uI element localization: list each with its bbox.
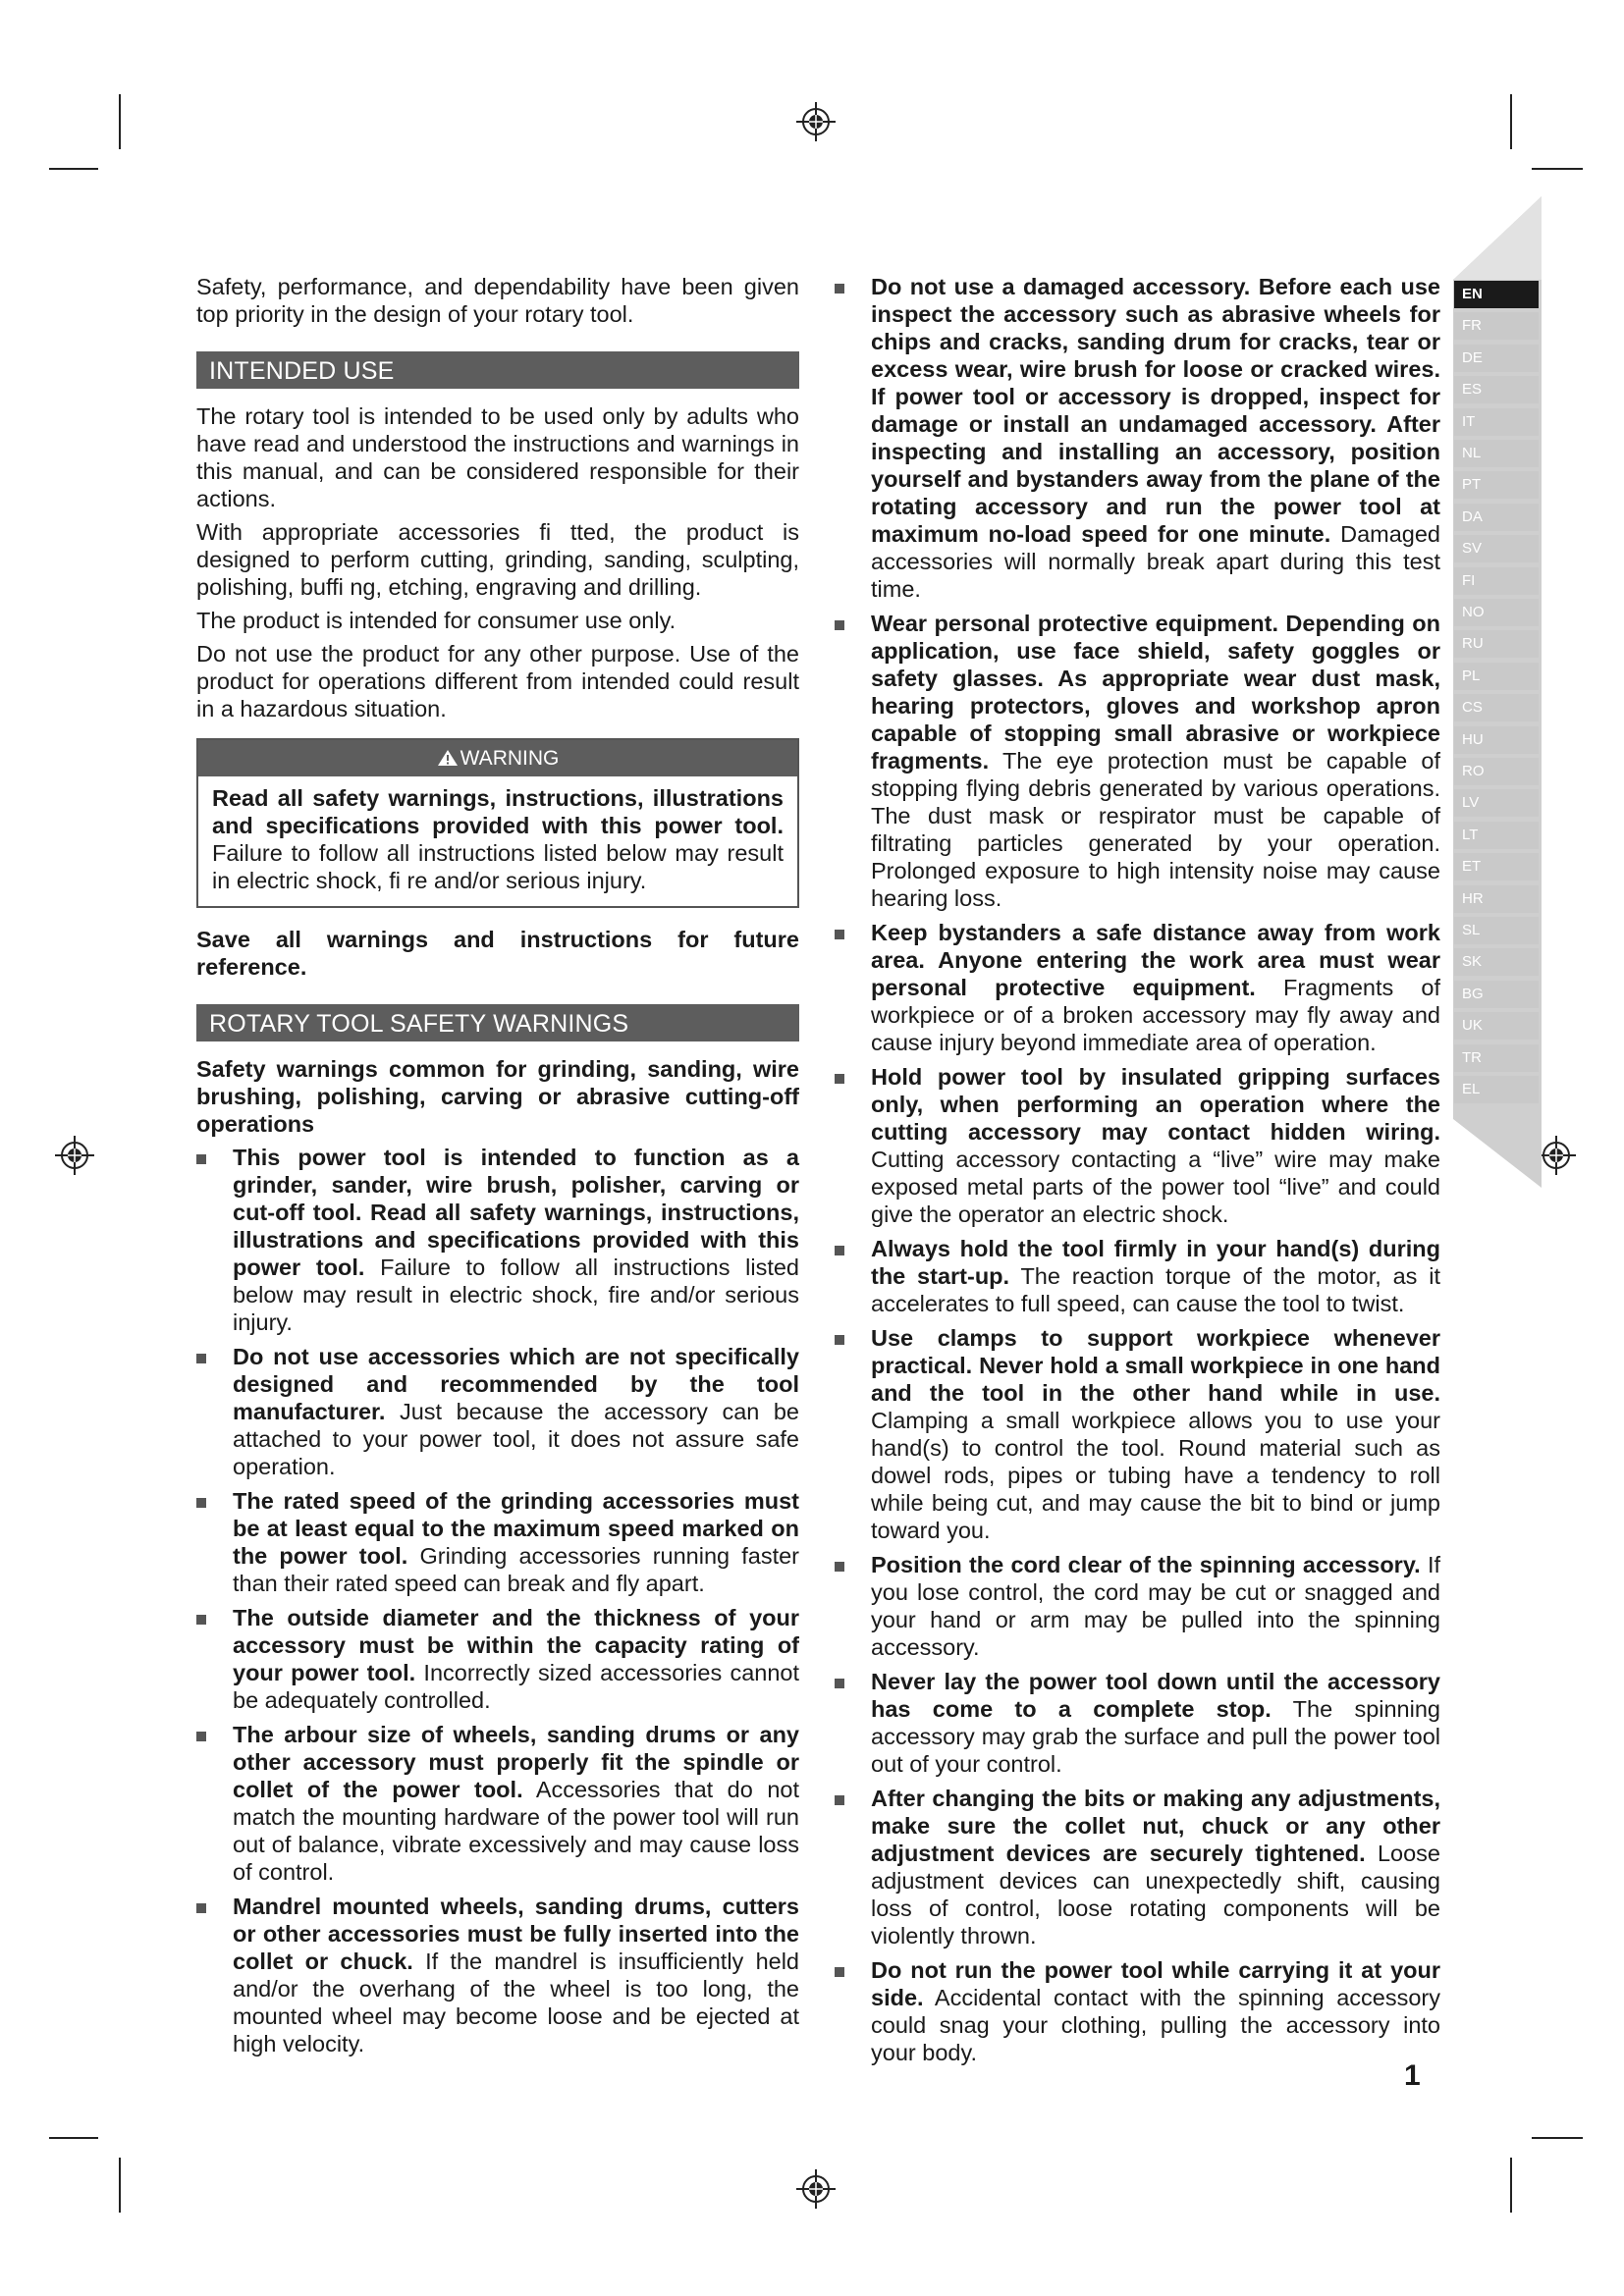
warning-list-item (196, 1487, 799, 1597)
language-tab-es[interactable]: ES (1454, 376, 1539, 403)
warning-list-item (835, 1551, 1440, 1661)
warning-item-text: Incorrectly sized accessories cannot be adequately controlled. (233, 1660, 799, 1713)
crop-mark (119, 94, 121, 149)
rotary-safety-heading: ROTARY TOOL SAFETY WARNINGS (196, 1004, 799, 1041)
crop-mark (1532, 2137, 1583, 2139)
warning-item-text: Cutting accessory contacting a “live” wire may make exposed metal parts of the power tool “live” and could give the operator an electric shock. (871, 1147, 1440, 1227)
warning-body (198, 776, 797, 906)
warning-header (198, 740, 797, 776)
warning-item-bold: Use clamps to support workpiece whenever practical. Never hold a small workpiece in one hand and the tool in the other hand while in use. (871, 1325, 1440, 1406)
page-number: 1 (1404, 2059, 1421, 2092)
warning-list-item (835, 1956, 1440, 2066)
language-tab-tr[interactable]: TR (1454, 1044, 1539, 1072)
warning-list-item (196, 1721, 799, 1886)
warning-list-item (835, 1668, 1440, 1778)
warning-list-item (835, 919, 1440, 1056)
intended-use-paragraph: The product is intended for consumer use only. (196, 608, 677, 633)
warning-item-bold: Position the cord clear of the spinning accessory. (871, 1552, 1421, 1577)
warning-list-item (196, 1343, 799, 1480)
warning-item-bold: Do not use accessories which are not specifically designed and recommended by the tool manufacturer. (233, 1344, 799, 1424)
warning-triangle-icon (437, 749, 459, 767)
language-tab-it[interactable]: IT (1454, 408, 1539, 436)
warning-list-item (196, 1604, 799, 1714)
language-tab-ro[interactable]: RO (1454, 758, 1539, 785)
crop-mark (49, 2137, 98, 2139)
language-tab-hu[interactable]: HU (1454, 726, 1539, 754)
language-tab-nl[interactable]: NL (1454, 440, 1539, 467)
warning-item-bold: Do not run the power tool while carrying it at your side. (871, 1957, 1440, 2010)
language-tab-da[interactable]: DA (1454, 504, 1539, 531)
warning-item-text: Accessories that do not match the mounting hardware of the power tool will run out of balance, vibrate excessively and may cause loss of control. (233, 1777, 799, 1885)
language-tab-cs[interactable]: CS (1454, 694, 1539, 721)
language-tab-sl[interactable]: SL (1454, 917, 1539, 944)
registration-mark-icon (55, 1136, 94, 1175)
language-tab-pl[interactable]: PL (1454, 663, 1539, 690)
language-tab-bg[interactable]: BG (1454, 981, 1539, 1008)
warning-item-text: If you lose control, the cord may be cut or snagged and your hand or arm may be pulled into the spinning accessory. (871, 1552, 1440, 1660)
intended-use-paragraph: With appropriate accessories fi tted, the product is designed to perform cutting, grinding, sanding, sculpting, polishing, buffi ng, etching, engraving and drilling. (196, 519, 799, 600)
language-tab-uk[interactable]: UK (1454, 1012, 1539, 1040)
intro-paragraph: Safety, performance, and dependability have been given top priority in the design of your rotary tool. (196, 274, 799, 327)
right-column (835, 273, 1440, 2073)
warning-item-bold: The arbour size of wheels, sanding drums or any other accessory must properly fit the spindle or collet of the power tool. (233, 1722, 799, 1802)
warning-text: Failure to follow all instructions listed below may result in electric shock, fi re and/or serious injury. (212, 840, 784, 893)
language-tab-no[interactable]: NO (1454, 599, 1539, 626)
warning-list-item (835, 1063, 1440, 1228)
warning-item-text: The reaction torque of the motor, as it accelerates to full speed, can cause the tool to twist. (871, 1263, 1440, 1316)
warning-item-text: Just because the accessory can be attached to your power tool, it does not assure safe operation. (233, 1399, 799, 1479)
warning-item-bold: After changing the bits or making any adjustments, make sure the collet nut, chuck or any other adjustment devices are securely tightened. (871, 1786, 1440, 1866)
warning-title: WARNING (460, 747, 560, 770)
registration-mark-icon (796, 102, 836, 141)
intended-use-paragraph: Do not use the product for any other purpose. Use of the product for operations different from intended could result in a hazardous situation. (196, 641, 799, 721)
warning-list-item (835, 1785, 1440, 1949)
language-tab-lt[interactable]: LT (1454, 822, 1539, 849)
warning-bold-text: Read all safety warnings, instructions, illustrations and specifications provided with this power tool. (212, 785, 784, 838)
crop-mark (49, 168, 98, 170)
crop-mark (119, 2158, 121, 2213)
warning-item-bold: Keep bystanders a safe distance away from work area. Anyone entering the work area must wear personal protective equipment. (871, 920, 1440, 1000)
right-warning-list (835, 273, 1440, 2066)
crop-mark (1532, 168, 1583, 170)
warning-item-bold: The rated speed of the grinding accessories must be at least equal to the maximum speed marked on the power tool. (233, 1488, 799, 1569)
warning-item-bold: Mandrel mounted wheels, sanding drums, cutters or other accessories must be fully inserted into the collet or chuck. (233, 1894, 799, 1974)
warning-item-bold: Always hold the tool firmly in your hand(s) during the start-up. (871, 1236, 1440, 1289)
warning-item-text: If the mandrel is insufficiently held and/or the overhang of the wheel is too long, the mounted wheel may become loose and be ejected at high velocity. (233, 1949, 799, 2056)
warning-item-bold: Do not use a damaged accessory. Before each use inspect the accessory such as abrasive wheels for chips and cracks, sanding drum for cracks, tear or excess wear, wire brush for loose or cracked wires. If power tool or accessory is dropped, inspect for damage or install an undamaged accessory. After inspecting and installing an accessory, position yourself and bystanders away from the plane of the rotating accessory and run the power tool at maximum no-load speed for one minute. (871, 274, 1440, 547)
language-tab-ru[interactable]: RU (1454, 630, 1539, 658)
warning-item-bold: Never lay the power tool down until the accessory has come to a complete stop. (871, 1669, 1440, 1722)
language-tab-fr[interactable]: FR (1454, 312, 1539, 340)
language-tab-en[interactable]: EN (1454, 281, 1539, 308)
warning-item-text: The eye protection must be capable of stopping flying debris generated by various operations. The dust mask or respirator must be capable of filtrating particles generated by your operation. Prolonged exposure to high intensity noise may cause hearing loss. (871, 748, 1440, 911)
language-tab-de[interactable]: DE (1454, 345, 1539, 372)
intended-use-paragraph: The rotary tool is intended to be used only by adults who have read and understood the instructions and warnings in this manual, and can be considered responsible for their actions. (196, 403, 799, 511)
warning-list-item (835, 273, 1440, 603)
left-column (196, 273, 799, 2064)
warning-list-item (196, 1144, 799, 1336)
language-tab-et[interactable]: ET (1454, 853, 1539, 881)
warning-box (196, 738, 799, 908)
warning-item-text: Damaged accessories will normally break apart during this test time. (871, 521, 1440, 602)
language-tab-lv[interactable]: LV (1454, 789, 1539, 817)
warning-item-bold: The outside diameter and the thickness of your accessory must be within the capacity rating of your power tool. (233, 1605, 799, 1685)
warning-item-text: Fragments of workpiece or of a broken accessory may fly away and cause injury beyond immediate area of operation. (871, 975, 1440, 1055)
save-instructions-note: Save all warnings and instructions for future reference. (196, 927, 799, 980)
language-tab-sv[interactable]: SV (1454, 535, 1539, 562)
warning-list-item (835, 610, 1440, 912)
warning-item-text: Accidental contact with the spinning accessory could snag your clothing, pulling the accessory into your body. (871, 1985, 1441, 2065)
warning-item-text: Grinding accessories running faster than their rated speed can break and fly apart. (233, 1543, 800, 1596)
warning-item-bold: Wear personal protective equipment. Depending on application, use face shield, safety goggles or safety glasses. As appropriate wear dust mask, hearing protectors, gloves and workshop apron capable of stopping small abrasive or workpiece fragments. (871, 611, 1440, 774)
language-tab-fi[interactable]: FI (1454, 567, 1539, 595)
warning-list-item (835, 1235, 1440, 1317)
warning-item-bold: Hold power tool by insulated gripping surfaces only, when performing an operation where the cutting accessory may contact hidden wiring. (871, 1064, 1440, 1145)
language-tab-pt[interactable]: PT (1454, 471, 1539, 499)
left-warning-list (196, 1144, 799, 2057)
warning-item-text: Clamping a small workpiece allows you to use your hand(s) to control the tool. Round material such as dowel rods, pipes or tubing have a tendency to roll while being cut, and may cause the bit to bind or jump toward you. (871, 1408, 1440, 1543)
warning-list-item (196, 1893, 799, 2057)
language-tab-el[interactable]: EL (1454, 1076, 1539, 1103)
crop-mark (1510, 2158, 1512, 2213)
warning-item-text: Failure to follow all instructions listed below may result in electric shock, fire and/or serious injury. (233, 1255, 799, 1335)
warning-item-text: The spinning accessory may grab the surface and pull the power tool out of your control. (871, 1696, 1440, 1777)
language-tab-sk[interactable]: SK (1454, 948, 1539, 976)
registration-mark-icon (1537, 1136, 1576, 1175)
rotary-safety-subheading: Safety warnings common for grinding, sanding, wire brushing, polishing, carving or abrasive cutting-off operations (196, 1056, 799, 1137)
language-tab-hr[interactable]: HR (1454, 885, 1539, 913)
registration-mark-icon (796, 2169, 836, 2209)
intended-use-heading: INTENDED USE (196, 351, 799, 389)
crop-mark (1510, 94, 1512, 149)
warning-list-item (835, 1324, 1440, 1544)
warning-item-bold: This power tool is intended to function as a grinder, sander, wire brush, polisher, carving or cut-off tool. Read all safety warnings, instructions, illustrations and specifications provided with this power tool. (233, 1145, 799, 1280)
warning-item-text: Loose adjustment devices can unexpectedly shift, causing loss of control, loose rotating components will be violently thrown. (871, 1841, 1440, 1949)
